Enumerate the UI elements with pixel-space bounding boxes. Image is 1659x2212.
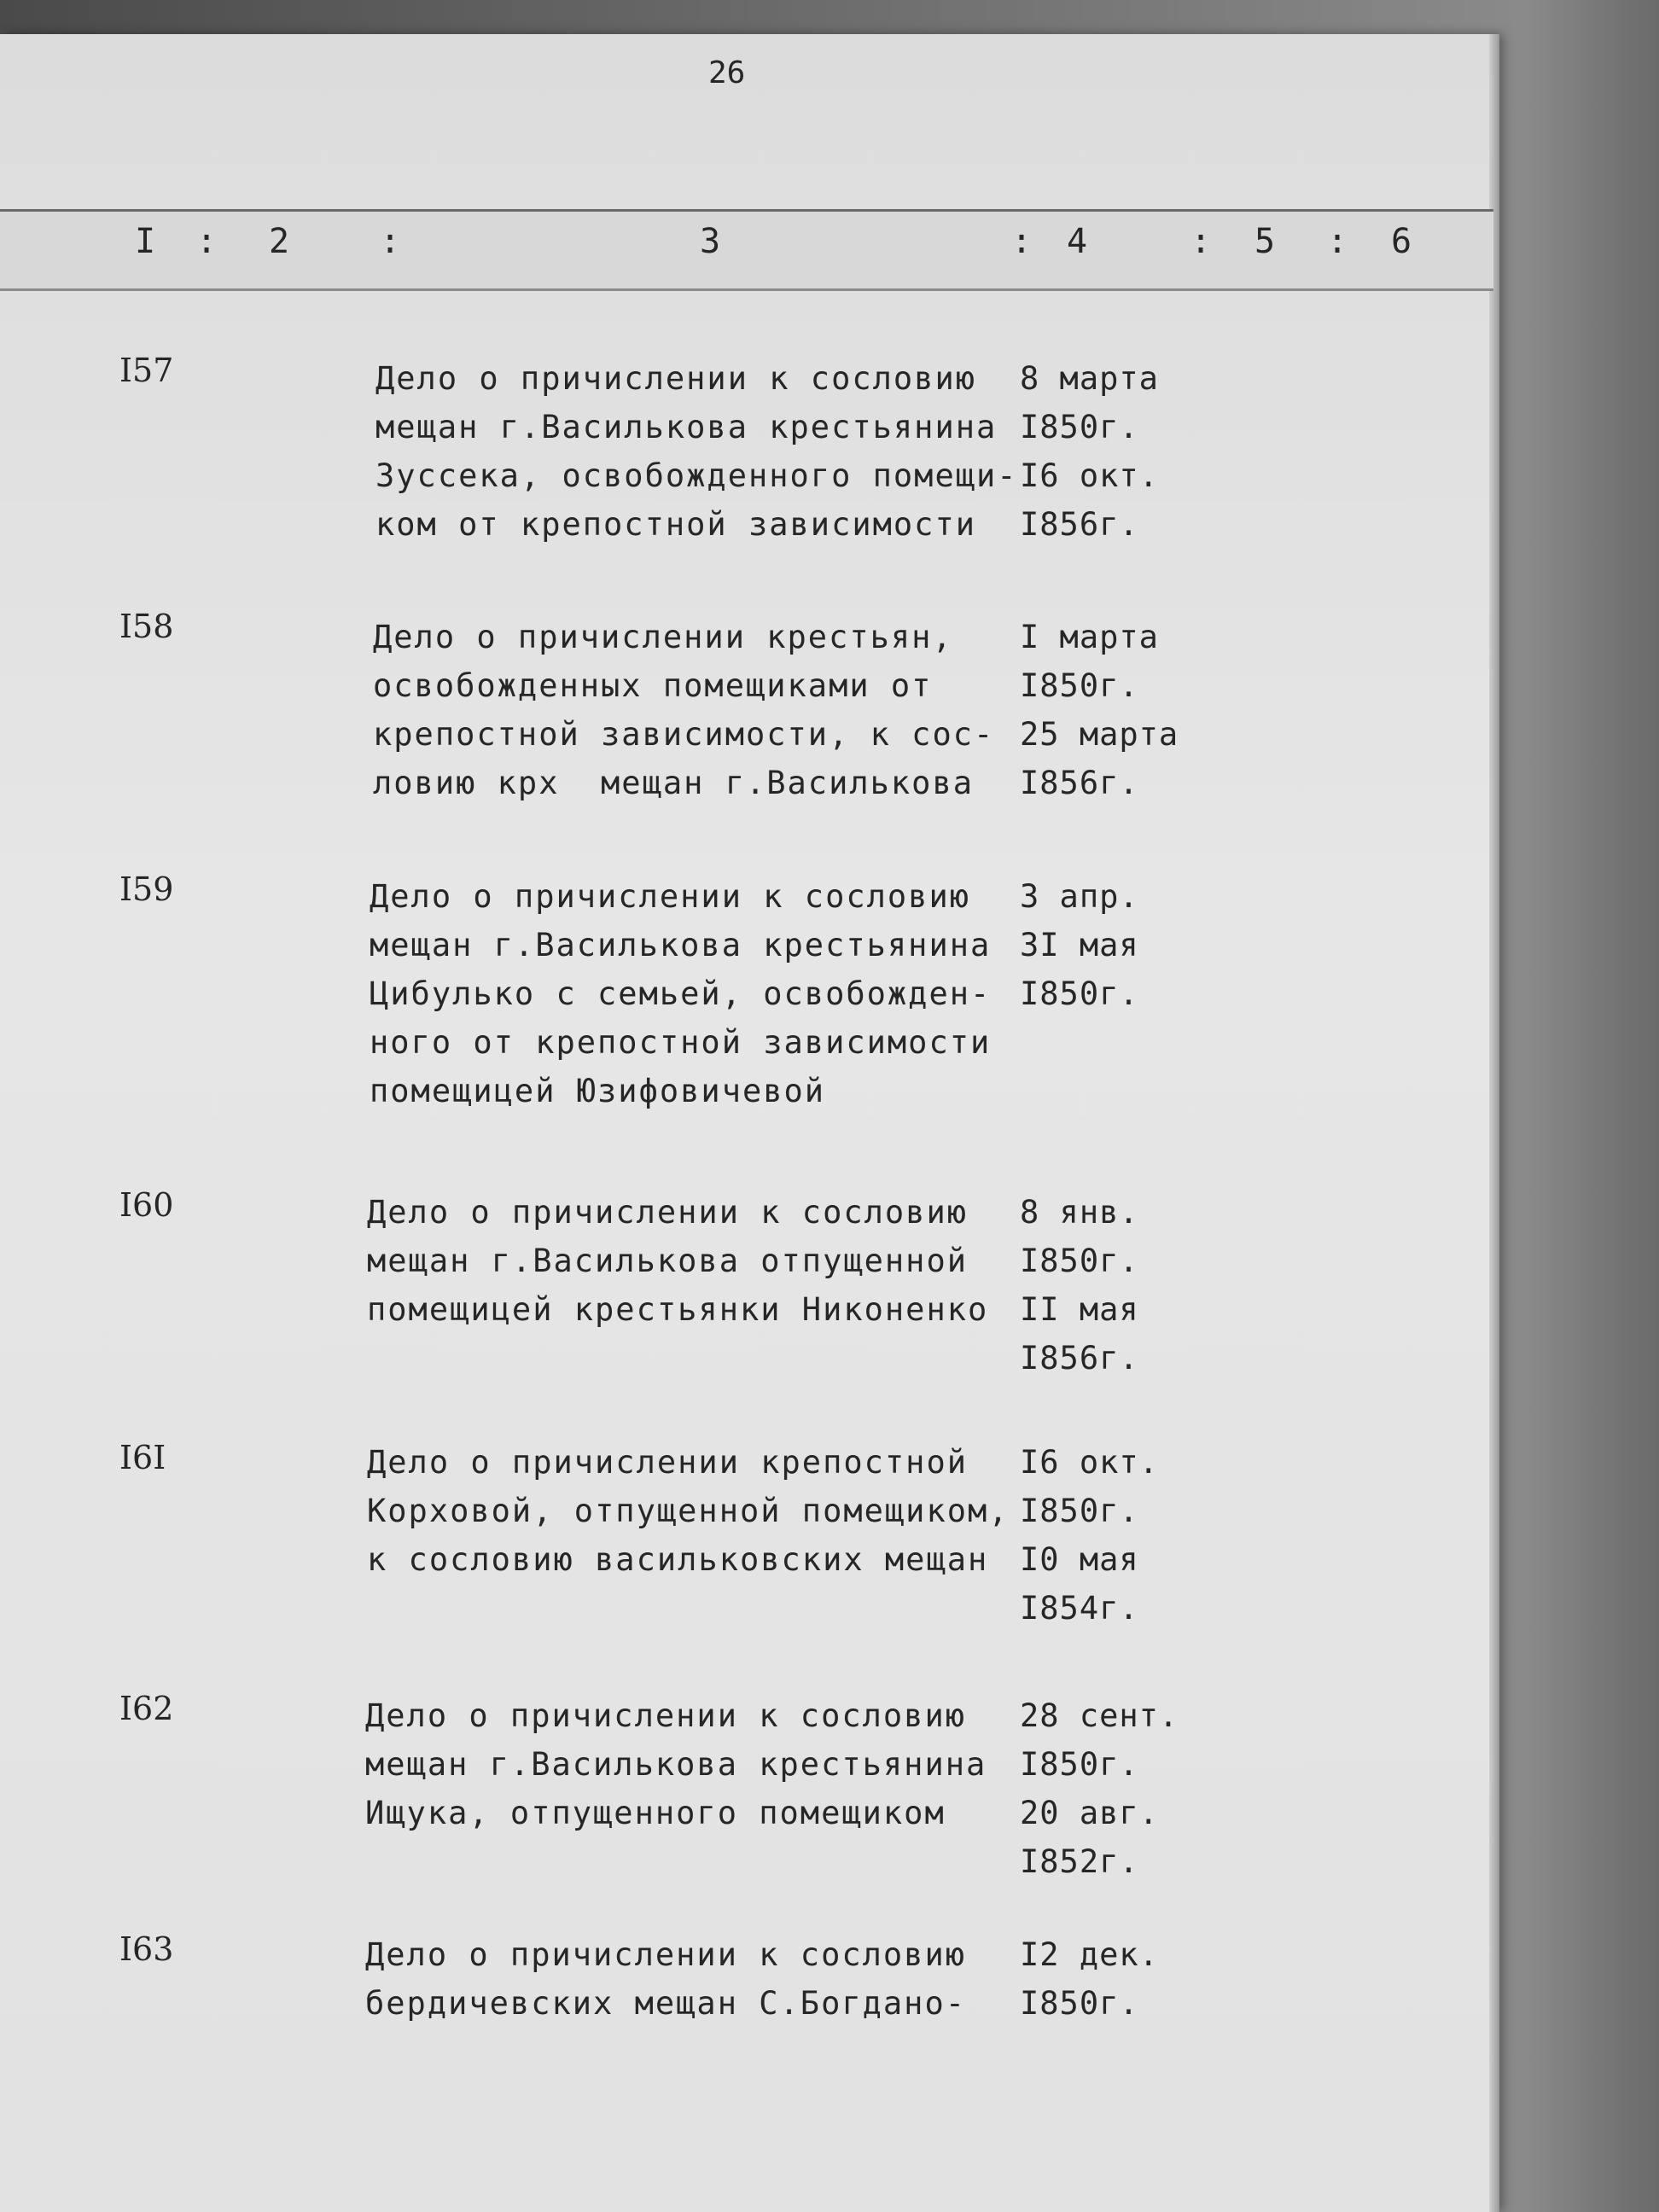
entry-dates bbox=[1020, 613, 1276, 807]
page-number: 26 bbox=[708, 55, 746, 90]
description-line: Дело о причислении к сословию bbox=[370, 878, 971, 915]
date-line: I850г. bbox=[1020, 409, 1139, 445]
column-number: 6 bbox=[1391, 222, 1412, 261]
entry-description bbox=[373, 613, 1022, 807]
entry-description bbox=[365, 1930, 1014, 2028]
page-edge bbox=[1489, 34, 1499, 2212]
description-line: бердичевских мещан С.Богдано- bbox=[365, 1985, 967, 2022]
description-line: ком от крепостной зависимости bbox=[375, 506, 977, 543]
entry-dates bbox=[1020, 1691, 1276, 1886]
entry-description bbox=[367, 1188, 1016, 1334]
entry-number: I58 bbox=[119, 608, 174, 645]
description-line: ного от крепостной зависимости bbox=[370, 1024, 992, 1061]
column-separator: : bbox=[196, 222, 218, 261]
description-line: Дело о причислении крепостной bbox=[367, 1444, 969, 1481]
date-line: 8 марта bbox=[1020, 360, 1159, 397]
entry-dates bbox=[1020, 1438, 1276, 1633]
entry-dates bbox=[1020, 1188, 1276, 1382]
date-line: I856г. bbox=[1020, 506, 1139, 543]
description-line: Цибулько с семьей, освобожден- bbox=[370, 975, 992, 1012]
entry-number: I60 bbox=[119, 1186, 174, 1224]
description-line: Дело о причислении к сословию bbox=[365, 1697, 967, 1734]
column-separator: : bbox=[1190, 222, 1212, 261]
date-line: I6 окт. bbox=[1020, 457, 1159, 494]
entry-description bbox=[367, 1438, 1016, 1584]
date-line: II мая bbox=[1020, 1291, 1139, 1328]
column-number: I bbox=[135, 222, 156, 261]
description-line: освобожденных помещиками от bbox=[373, 667, 933, 704]
entry-description bbox=[370, 872, 1018, 1115]
entry-number: I57 bbox=[119, 352, 174, 389]
description-line: ловию крх мещан г.Василькова bbox=[373, 765, 975, 801]
date-line: 20 авг. bbox=[1020, 1795, 1159, 1831]
column-number: 4 bbox=[1067, 222, 1088, 261]
description-line: Дело о причислении к сословию bbox=[365, 1936, 967, 1973]
date-line: I850г. bbox=[1020, 975, 1139, 1012]
date-line: I856г. bbox=[1020, 1340, 1139, 1377]
description-line: к сословию васильковских мещан bbox=[367, 1541, 989, 1578]
date-line: I850г. bbox=[1020, 1493, 1139, 1529]
entry-dates bbox=[1020, 354, 1276, 549]
column-separator: : bbox=[1011, 222, 1033, 261]
date-line: 8 янв. bbox=[1020, 1194, 1139, 1231]
description-line: Корховой, отпущенной помещиком, bbox=[367, 1493, 1010, 1529]
description-line: Дело о причислении крестьян, bbox=[373, 619, 953, 655]
description-line: крепостной зависимости, к сос- bbox=[373, 716, 995, 753]
column-number: 3 bbox=[700, 222, 721, 261]
column-number: 2 bbox=[269, 222, 290, 261]
date-line: I2 дек. bbox=[1020, 1936, 1159, 1973]
description-line: Зуссека, освобожденного помещи- bbox=[375, 457, 1018, 494]
date-line: I850г. bbox=[1020, 1746, 1139, 1783]
date-line: 3 апр. bbox=[1020, 878, 1139, 915]
date-line: I852г. bbox=[1020, 1843, 1139, 1880]
date-line: I0 мая bbox=[1020, 1541, 1139, 1578]
entry-number: I62 bbox=[119, 1690, 174, 1727]
date-line: I856г. bbox=[1020, 765, 1139, 801]
entry-description bbox=[375, 354, 1024, 549]
entry-dates bbox=[1020, 1930, 1276, 2028]
date-line: I850г. bbox=[1020, 1243, 1139, 1279]
description-line: Ищука, отпущенного помещиком bbox=[365, 1795, 946, 1831]
description-line: помещицей крестьянки Никоненко bbox=[367, 1291, 989, 1328]
column-separator: : bbox=[380, 222, 401, 261]
column-separator: : bbox=[1327, 222, 1348, 261]
date-line: 28 сент. bbox=[1020, 1697, 1179, 1734]
description-line: мещан г.Василькова крестьянина bbox=[375, 409, 998, 445]
description-line: мещан г.Василькова крестьянина bbox=[370, 927, 992, 963]
column-number: 5 bbox=[1254, 222, 1276, 261]
entry-dates bbox=[1020, 872, 1276, 1018]
description-line: мещан г.Василькова крестьянина bbox=[365, 1746, 987, 1783]
date-line: 3I мая bbox=[1020, 927, 1139, 963]
description-line: мещан г.Василькова отпущенной bbox=[367, 1243, 969, 1279]
entry-description bbox=[365, 1691, 1014, 1837]
description-line: Дело о причислении к сословию bbox=[375, 360, 977, 397]
date-line: I854г. bbox=[1020, 1590, 1139, 1627]
entry-number: I6I bbox=[119, 1439, 166, 1476]
description-line: помещицей Юзифовичевой bbox=[370, 1073, 826, 1109]
date-line: I850г. bbox=[1020, 1985, 1139, 2022]
date-line: I марта bbox=[1020, 619, 1159, 655]
date-line: I850г. bbox=[1020, 667, 1139, 704]
description-line: Дело о причислении к сословию bbox=[367, 1194, 969, 1231]
date-line: I6 окт. bbox=[1020, 1444, 1159, 1481]
entry-number: I63 bbox=[119, 1930, 174, 1968]
date-line: 25 марта bbox=[1020, 716, 1179, 753]
entry-number: I59 bbox=[119, 870, 174, 908]
